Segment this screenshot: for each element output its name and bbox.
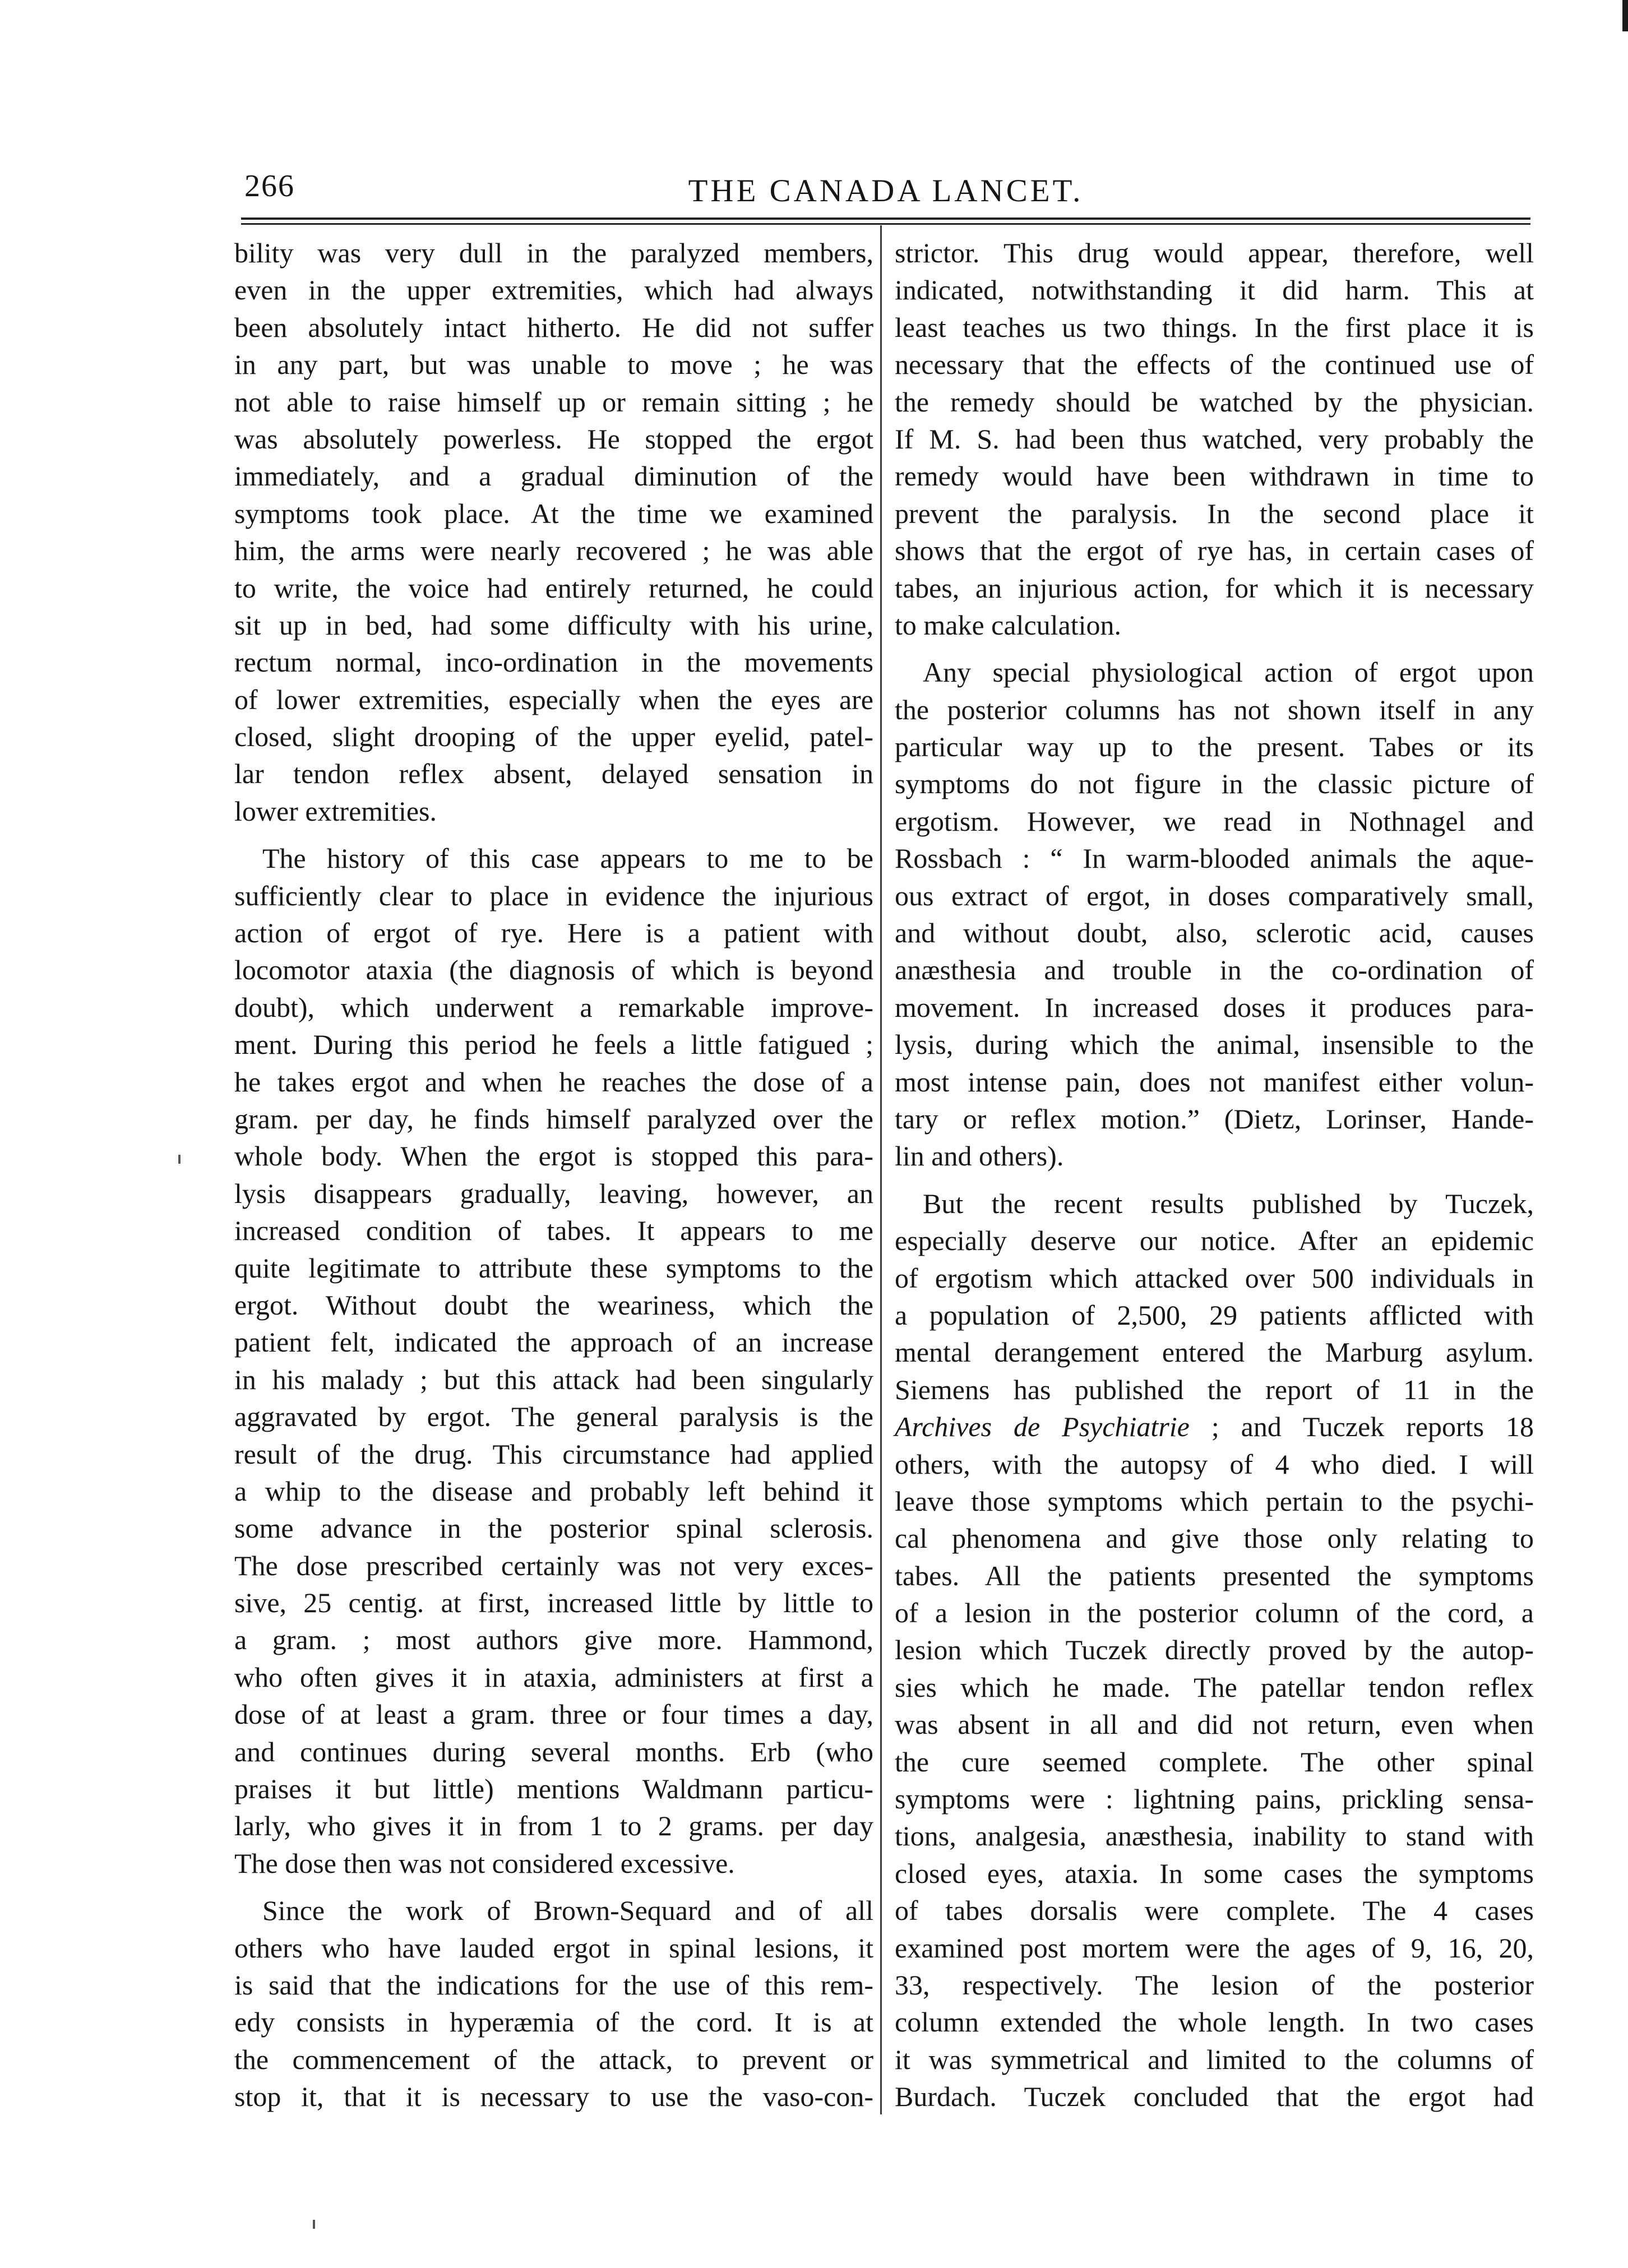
text-line: patient felt, indicated the approach of an increase [234, 1326, 873, 1358]
text-line: But the recent results published by Tuczek, [923, 1187, 1534, 1219]
text-line: sit up in bed, had some difficulty with his urine, [234, 609, 873, 641]
text-line: is said that the indications for the use of this rem- [234, 1969, 873, 2001]
text-line: and without doubt, also, sclerotic acid, causes [895, 917, 1534, 949]
text-line: some advance in the posterior spinal sclerosis. [234, 1512, 873, 1544]
text-line: even in the upper extremities, which had always [234, 274, 873, 306]
text-line: action of ergot of rye. Here is a patient with [234, 917, 873, 949]
text-line: necessary that the effects of the continued use of [895, 349, 1534, 381]
page-header [241, 168, 1530, 224]
text-line: lesion which Tuczek directly proved by the autop- [895, 1634, 1534, 1666]
text-line: 33, respectively. The lesion of the posterior [895, 1969, 1534, 2001]
text-line: and continues during several months. Erb (who [234, 1735, 873, 1767]
text-line: stop it, that it is necessary to use the vaso-con- [234, 2081, 873, 2113]
text-line: the posterior columns has not shown itself in any [895, 693, 1534, 725]
scan-speck [178, 1155, 181, 1164]
text-line: him, the arms were nearly recovered ; he was able [234, 535, 873, 567]
text-line: result of the drug. This circumstance had applied [234, 1438, 873, 1470]
paragraph [895, 234, 1534, 644]
text-line: larly, who gives it in from 1 to 2 grams. per day [234, 1810, 873, 1842]
text-line: prevent the paralysis. In the second place it [895, 497, 1534, 529]
text-line: a whip to the disease and probably left behind it [234, 1475, 873, 1507]
text-line: he takes ergot and when he reaches the dose of a [234, 1066, 873, 1098]
text-line: tions, analgesia, anæsthesia, inability to stand with [895, 1820, 1534, 1852]
text-line: closed, slight drooping of the upper eyelid, patel- [234, 721, 873, 753]
text-line: closed eyes, ataxia. In some cases the symptoms [895, 1857, 1534, 1889]
text-line: strictor. This drug would appear, therefore, well [895, 237, 1534, 269]
paragraph [234, 234, 873, 830]
text-line: anæsthesia and trouble in the co-ordination of [895, 954, 1534, 986]
text-line: lar tendon reflex absent, delayed sensation in [234, 758, 873, 790]
text-line: symptoms were : lightning pains, prickling sensa- [895, 1783, 1534, 1815]
text-line: examined post mortem were the ages of 9, 16, 20, [895, 1932, 1534, 1964]
text-line: tabes, an injurious action, for which it is necessary [895, 572, 1534, 604]
text-line: edy consists in hyperæmia of the cord. It is at [234, 2006, 873, 2038]
text-line: particular way up to the present. Tabes or its [895, 731, 1534, 763]
text-line: to write, the voice had entirely returned, he could [234, 572, 873, 604]
scan-speck [313, 2220, 315, 2229]
text-line: it was symmetrical and limited to the columns of [895, 2043, 1534, 2075]
text-line: ous extract of ergot, in doses comparatively small, [895, 880, 1534, 911]
right-column [895, 234, 1534, 2116]
text-line: of tabes dorsalis were complete. The 4 cases [895, 1895, 1534, 1927]
text-line: cal phenomena and give those only relating to [895, 1522, 1534, 1554]
text-line: others, with the autopsy of 4 who died. I will [895, 1448, 1534, 1480]
text-line: doubt), which underwent a remarkable improve- [234, 991, 873, 1023]
text-line: ment. During this period he feels a little fatigued ; [234, 1029, 873, 1061]
page-number: 266 [244, 169, 295, 203]
text-line: Any special physiological action of ergot upon [923, 656, 1534, 688]
header-rule-top [241, 217, 1530, 220]
paragraph [895, 1185, 1534, 2116]
text-line: the commencement of the attack, to prevent or [234, 2043, 873, 2075]
text-line: to make calculation. [895, 609, 1122, 641]
text-line: symptoms took place. At the time we examined [234, 497, 873, 529]
text-line: was absolutely powerless. He stopped the ergot [234, 423, 873, 455]
text-line: of a lesion in the posterior column of the cord, a [895, 1597, 1534, 1629]
text-line: immediately, and a gradual diminution of the [234, 460, 873, 492]
text-line: bility was very dull in the paralyzed members, [234, 237, 873, 269]
text-line: shows that the ergot of rye has, in certain cases of [895, 535, 1534, 567]
text-line: movement. In increased doses it produces para- [895, 991, 1534, 1023]
column-divider [880, 225, 882, 2114]
text-line: ergotism. However, we read in Nothnagel and [895, 805, 1534, 837]
text-line: lin and others). [895, 1140, 1064, 1172]
paragraph [234, 840, 873, 1882]
text-line: Burdach. Tuczek concluded that the ergot had [895, 2081, 1534, 2113]
text-line: If M. S. had been thus watched, very probably the [895, 423, 1534, 455]
text-line: a gram. ; most authors give more. Hammond, [234, 1624, 873, 1656]
text-line: whole body. When the ergot is stopped this para- [234, 1140, 873, 1172]
text-line: indicated, notwithstanding it did harm. This at [895, 274, 1534, 306]
text-line: tabes. All the patients presented the symptoms [895, 1559, 1534, 1591]
text-line: column extended the whole length. In two cases [895, 2006, 1534, 2038]
text-line: lysis, during which the animal, insensible to the [895, 1029, 1534, 1061]
text-line: tary or reflex motion.” (Dietz, Lorinser, Hande- [895, 1103, 1534, 1135]
text-line: locomotor ataxia (the diagnosis of which is beyond [234, 954, 873, 986]
text-line: sive, 25 centig. at first, increased little by little to [234, 1587, 873, 1619]
text-line: leave those symptoms which pertain to the psychi- [895, 1485, 1534, 1517]
text-line: of ergotism which attacked over 500 individuals in [895, 1262, 1534, 1294]
text-line: Since the work of Brown-Sequard and of all [262, 1895, 873, 1927]
text-line: the cure seemed complete. The other spinal [895, 1746, 1534, 1778]
left-column [234, 234, 873, 2116]
paragraph [234, 1892, 873, 2115]
text-line: The history of this case appears to me to be [262, 843, 873, 874]
text-line: who often gives it in ataxia, administers at first a [234, 1661, 873, 1693]
page-edge-mark [1622, 0, 1628, 31]
text-line: was absent in all and did not return, even when [895, 1709, 1534, 1741]
text-line: sufficiently clear to place in evidence the injurious [234, 880, 873, 911]
text-line: quite legitimate to attribute these symptoms to the [234, 1252, 873, 1284]
text-line: least teaches us two things. In the first place it is [895, 311, 1534, 343]
text-line: ergot. Without doubt the weariness, which the [234, 1289, 873, 1321]
text-line: gram. per day, he finds himself paralyzed over the [234, 1103, 873, 1135]
text-line: sies which he made. The patellar tendon reflex [895, 1671, 1534, 1703]
text-line: Rossbach : “ In warm-blooded animals the aque- [895, 843, 1534, 874]
text-line: remedy would have been withdrawn in time to [895, 460, 1534, 492]
text-line: symptoms do not figure in the classic picture of [895, 768, 1534, 800]
text-line: especially deserve our notice. After an epidemic [895, 1225, 1534, 1257]
text-line: increased condition of tabes. It appears to me [234, 1215, 873, 1247]
text-line: Archives de Psychiatrie ; and Tuczek reports 18 [895, 1411, 1534, 1443]
text-line: aggravated by ergot. The general paralysis is the [234, 1401, 873, 1433]
text-line: of lower extremities, especially when the eyes are [234, 683, 873, 715]
text-line: been absolutely intact hitherto. He did not suffer [234, 311, 873, 343]
text-line: others who have lauded ergot in spinal lesions, it [234, 1932, 873, 1964]
text-line: a population of 2,500, 29 patients afflicted with [895, 1299, 1534, 1331]
text-line: mental derangement entered the Marburg asylum. [895, 1336, 1534, 1368]
text-line: lower extremities. [234, 795, 437, 827]
text-line: most intense pain, does not manifest either volun- [895, 1066, 1534, 1098]
paragraph [895, 654, 1534, 1174]
text-line: rectum normal, inco-ordination in the movements [234, 646, 873, 678]
text-line: not able to raise himself up or remain sitting ; he [234, 386, 873, 418]
text-line: Siemens has published the report of 11 in the [895, 1373, 1534, 1405]
text-line: dose of at least a gram. three or four times a day, [234, 1698, 873, 1730]
running-title: THE CANADA LANCET. [688, 173, 1084, 209]
text-line: in any part, but was unable to move ; he was [234, 349, 873, 381]
text-line: The dose prescribed certainly was not very exces- [234, 1549, 873, 1581]
text-line: lysis disappears gradually, leaving, however, an [234, 1177, 873, 1209]
text-line: praises it but little) mentions Waldmann particu- [234, 1773, 873, 1805]
text-line: the remedy should be watched by the physician. [895, 386, 1534, 418]
text-line: in his malady ; but this attack had been singularly [234, 1363, 873, 1395]
text-line: The dose then was not considered excessive. [234, 1847, 735, 1879]
header-rule-bottom [241, 223, 1530, 225]
